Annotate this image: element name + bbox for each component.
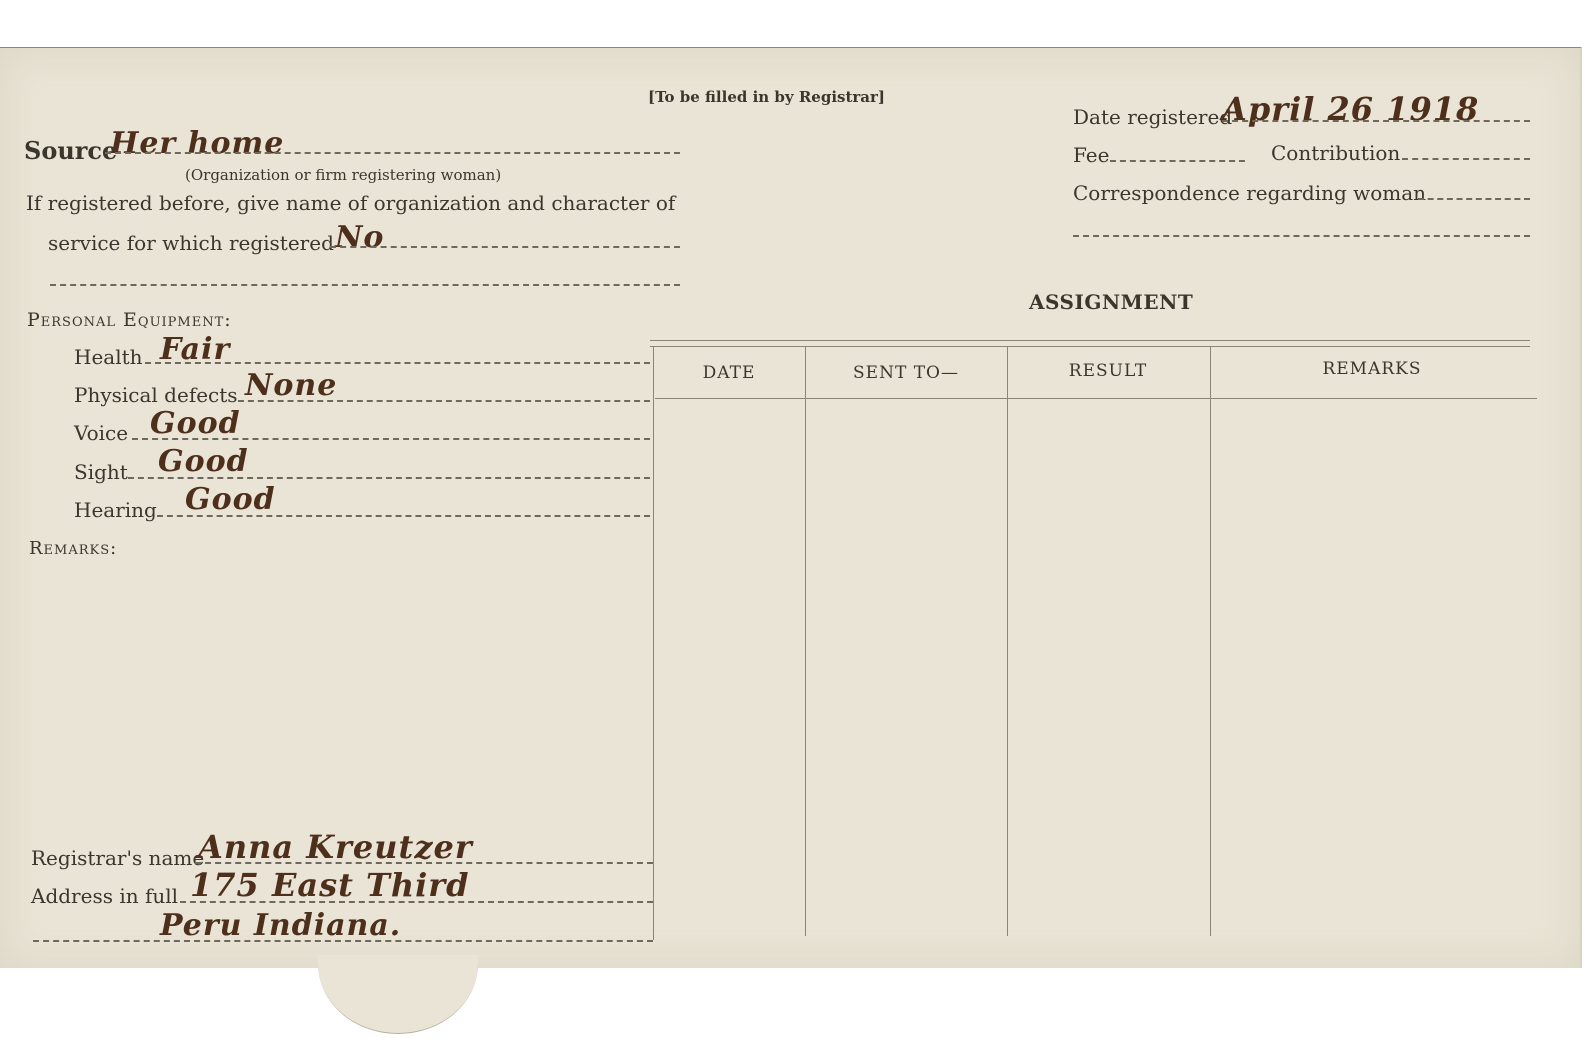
registrar-name-value: Anna Kreutzer [198,828,473,866]
registered-before-extra-line [50,284,680,286]
voice-line [132,438,650,440]
column-divider-left [653,346,654,940]
address-line [180,901,653,903]
hearing-value: Good [185,482,276,517]
physical-defects-label: Physical defects [74,383,238,407]
physical-defects-value: None [245,368,338,403]
column-header-remarks: REMARKS [1322,359,1422,379]
remarks-label: Remarks: [29,538,118,559]
card-tab [318,955,478,1034]
assignment-top-rule-1 [650,340,1530,341]
fee-line [1110,160,1245,162]
personal-equipment-label: Personal Equipment: [27,309,232,331]
fee-label: Fee [1073,143,1110,167]
correspondence-line [1418,198,1530,200]
health-value: Fair [160,332,231,367]
column-divider-1 [805,346,806,936]
sight-label: Sight [74,460,128,484]
contribution-line [1402,158,1530,160]
source-label: Source [24,136,118,165]
registrar-name-label: Registrar's name [31,846,205,870]
source-caption: (Organization or firm registering woman) [185,166,502,184]
sight-line [128,477,650,479]
registered-before-line [330,246,680,248]
physical-defects-line [238,400,650,402]
registrar-name-line [195,862,653,864]
assignment-top-rule-2 [650,346,1530,347]
voice-value: Good [150,406,241,441]
assignment-header-rule [655,398,1537,399]
date-registered-value: April 26 1918 [1222,90,1480,128]
column-divider-2 [1007,346,1008,936]
hearing-line [157,515,650,517]
registrar-note: [To be filled in by Registrar] [648,88,886,106]
source-line [105,152,680,154]
registered-before-value: No [335,220,385,255]
column-header-sent-to: SENT TO— [853,363,959,383]
address-line2-value: Peru Indiana. [160,908,402,943]
date-registered-line [1222,120,1530,122]
address-extra-line [33,940,653,942]
date-registered-label: Date registered [1073,105,1233,129]
contribution-label: Contribution [1271,141,1401,165]
health-label: Health [74,345,143,369]
correspondence-extra-line [1073,235,1530,237]
assignment-title: ASSIGNMENT [1029,290,1194,314]
source-value: Her home [110,126,285,161]
correspondence-label: Correspondence regarding woman [1073,181,1427,205]
health-line [145,362,650,364]
registered-before-question: If registered before, give name of organization and character of [26,191,676,215]
address-label: Address in full [31,884,179,908]
column-header-result: RESULT [1068,361,1148,381]
column-divider-3 [1210,346,1211,936]
sight-value: Good [158,444,249,479]
address-line1-value: 175 East Third [190,866,470,904]
hearing-label: Hearing [74,498,157,522]
registered-before-service-label: service for which registered [48,231,334,255]
voice-label: Voice [74,421,129,445]
column-header-date: DATE [702,363,756,383]
